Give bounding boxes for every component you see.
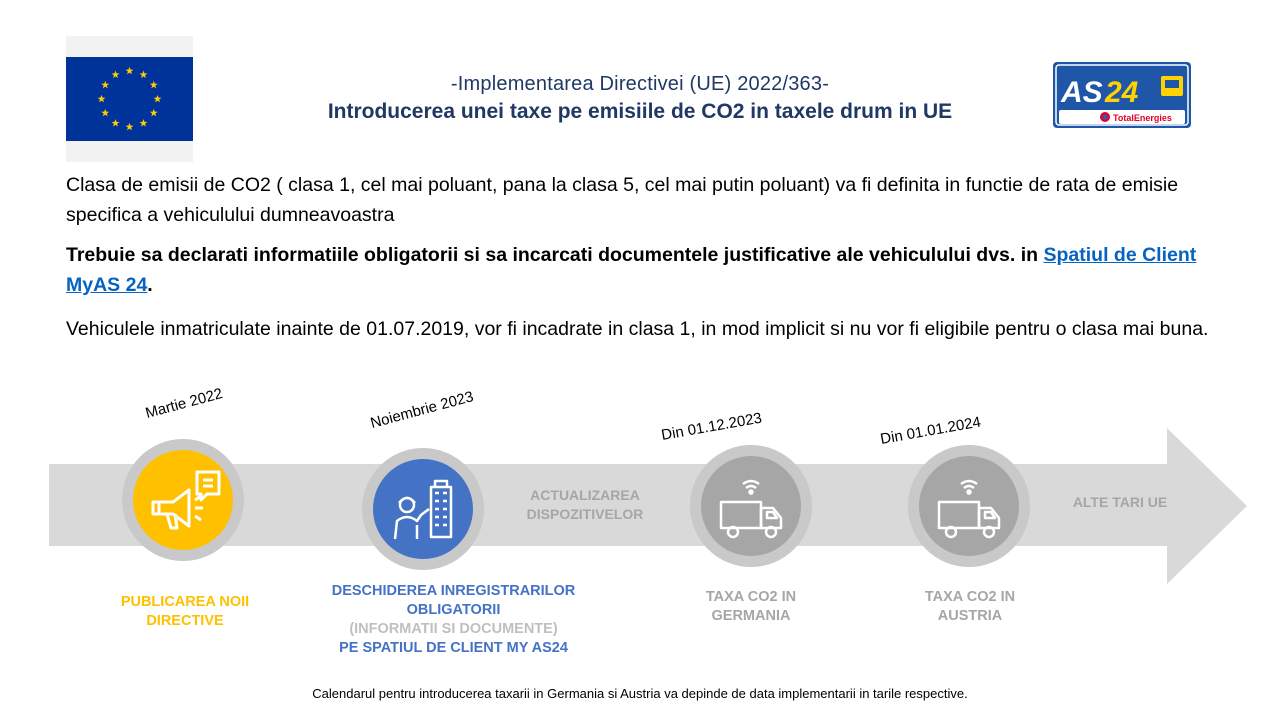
caption-publication-line1: PUBLICAREA NOII: [120, 594, 250, 610]
eu-stars: [66, 57, 193, 141]
date-november-2023: Noiembrie 2023: [368, 388, 476, 432]
date-germany: Din 01.12.2023: [660, 409, 764, 444]
eu-star-icon: [126, 67, 134, 75]
eu-star-icon: [98, 95, 106, 103]
declaration-end: .: [147, 274, 153, 296]
caption-austria-line1: TAXA CO2 IN: [924, 589, 1016, 605]
eu-star-icon: [101, 109, 109, 117]
milestone-germany: [690, 445, 812, 567]
eu-star-icon: [101, 81, 109, 89]
caption-registration-line2: OBLIGATORII: [406, 602, 501, 618]
arrow-label-update-line2: DISPOZITIVELOR: [526, 506, 644, 522]
connected-truck-icon: [701, 456, 801, 556]
header-title: Introducerea unei taxe pe emisiile de CO2 in taxele drum in UE: [327, 100, 953, 123]
declaration-text: Trebuie sa declarati informatiile obligatorii si sa incarcati documentele justificative ale vehiculului dvs. in: [66, 244, 1044, 266]
caption-germany: [670, 588, 832, 626]
caption-publication-line2: DIRECTIVE: [146, 613, 224, 629]
date-march-2022: Martie 2022: [143, 385, 225, 422]
caption-publication: [100, 593, 270, 631]
svg-text:TotalEnergies: TotalEnergies: [1113, 113, 1172, 123]
intro-paragraph: Clasa de emisii de CO2 ( clasa 1, cel mai poluant, pana la clasa 5, cel mai putin poluant) va fi definita in functie de rata de emisie specifica a vehiculului dumneavoastra: [66, 174, 1179, 226]
connected-truck-icon: [919, 456, 1019, 556]
as24-logo: [1053, 62, 1191, 128]
caption-austria: [889, 588, 1051, 626]
caption-registration-line4: PE SPATIUL DE CLIENT MY AS24: [339, 640, 568, 656]
header-subtitle: -Implementarea Directivei (UE) 2022/363-: [450, 73, 830, 95]
eu-star-icon: [112, 119, 120, 127]
arrow-label-update-line1: ACTUALIZAREA: [530, 487, 640, 503]
arrow-label-other-countries: ALTE TARI UE: [1072, 494, 1168, 510]
caption-germany-line2: GERMANIA: [711, 608, 791, 624]
date-austria: Din 01.01.2024: [879, 413, 983, 448]
svg-text:24: 24: [1105, 76, 1139, 109]
eu-flag-icon: [66, 57, 193, 141]
arrow-label-update: [500, 486, 670, 524]
eu-star-icon: [150, 81, 158, 89]
myas24-link[interactable]: Spatiul de Client MyAS 24: [66, 244, 1197, 296]
eu-flag-panel: [66, 36, 193, 162]
eu-star-icon: [150, 109, 158, 117]
caption-registration-line3: (INFORMATII SI DOCUMENTE): [349, 621, 558, 637]
eu-star-icon: [140, 119, 148, 127]
caption-registration: [300, 582, 607, 658]
milestone-publication: [122, 439, 244, 561]
caption-germany-line1: TAXA CO2 IN: [705, 589, 797, 605]
eu-star-icon: [154, 95, 162, 103]
eu-star-icon: [112, 71, 120, 79]
milestone-registration: [362, 448, 484, 570]
megaphone-icon: [133, 450, 233, 550]
svg-text:AS: AS: [1061, 76, 1103, 109]
worker-building-icon: [373, 459, 473, 559]
caption-registration-line1: DESCHIDEREA INREGISTRARILOR: [331, 583, 576, 599]
eu-star-icon: [140, 71, 148, 79]
declaration-paragraph: [66, 240, 1216, 300]
milestone-austria: [908, 445, 1030, 567]
default-class-paragraph: Vehiculele inmatriculate inainte de 01.07.2019, vor fi incadrate in clasa 1, in mod implicit si nu vor fi eligibile pentru o clasa mai buna.: [66, 318, 1209, 340]
caption-austria-line2: AUSTRIA: [937, 608, 1003, 624]
footnote: Calendarul pentru introducerea taxarii in Germania si Austria va depinde de data implementarii in tarile respective.: [312, 686, 968, 701]
eu-star-icon: [126, 123, 134, 131]
